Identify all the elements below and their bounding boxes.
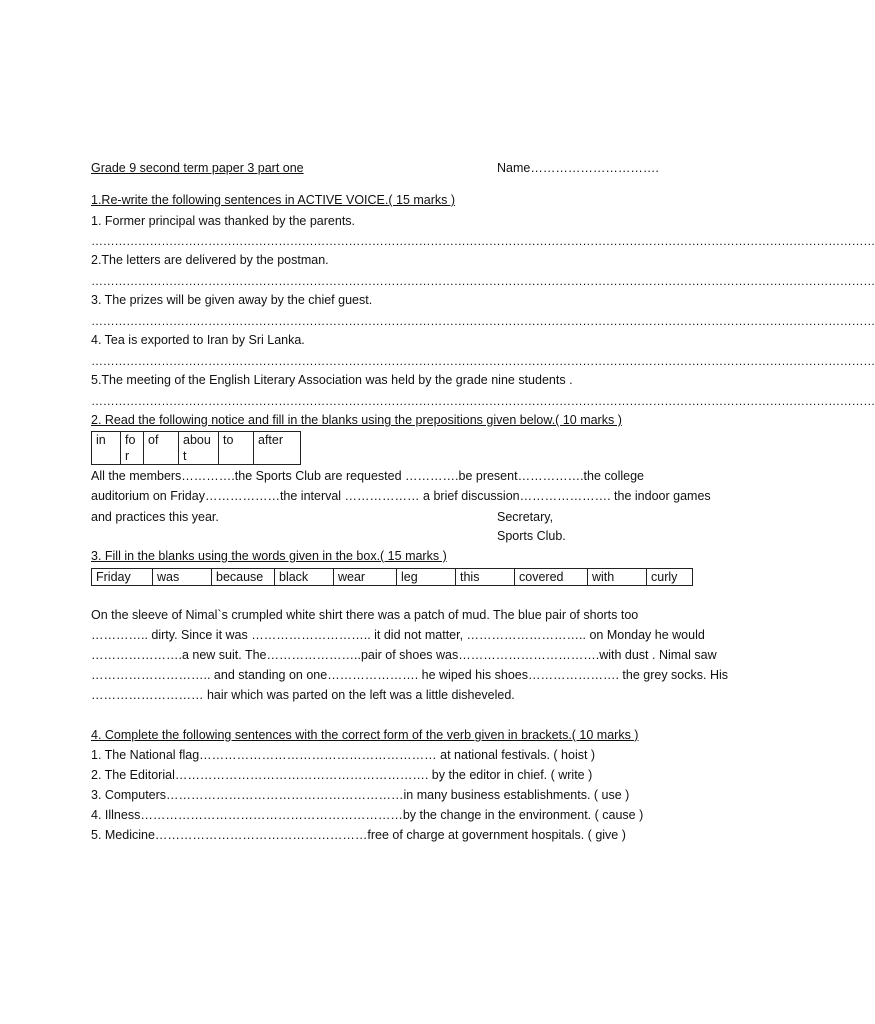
notice-signature-1: Secretary, [497, 510, 554, 524]
word-cell: curly [647, 569, 693, 586]
word-cell: after [254, 432, 301, 465]
prepositions-box [91, 431, 301, 465]
word-cell: wear [334, 569, 397, 586]
word-cell: about [179, 432, 219, 465]
passage-line-3: ………………….a new suit. The…………………..pair of shoes was…………………………….with dust . Nimal saw [91, 648, 717, 662]
s1-question-4: 4. Tea is exported to Iran by Sri Lanka. [91, 333, 305, 347]
s1-question-3: 3. The prizes will be given away by the chief guest. [91, 293, 373, 307]
name-field: Name…………………………. [497, 161, 659, 175]
s4-question-1: 1. The National flag………………………………………………… at national festivals. ( hoist ) [91, 748, 596, 762]
word-cell: Friday [92, 569, 153, 586]
word-cell: leg [397, 569, 456, 586]
s1-question-5: 5.The meeting of the English Literary Association was held by the grade nine students . [91, 373, 573, 387]
notice-line-2: auditorium on Friday………………the interval ……………… a brief discussion…………………. the indoor games [91, 489, 711, 503]
word-cell: with [588, 569, 647, 586]
answer-line: ………………………………………………………………………………………………………………………………………………………………………………… [91, 314, 875, 328]
passage-line-1: On the sleeve of Nimal`s crumpled white shirt there was a patch of mud. The blue pair of shorts too [91, 608, 639, 622]
answer-line: ………………………………………………………………………………………………………………………………………………………………………………… [91, 234, 875, 248]
passage-line-4: ……………………….. and standing on one…………………. he wiped his shoes…………………. the grey socks. His [91, 668, 729, 682]
s4-question-4: 4. Illness………………………………………………………by the change in the environment. ( cause ) [91, 808, 644, 822]
word-cell: of [144, 432, 179, 465]
word-cell: in [92, 432, 121, 465]
notice-line-3: and practices this year. [91, 510, 219, 524]
paper-title: Grade 9 second term paper 3 part one [91, 161, 304, 175]
word-cell: to [219, 432, 254, 465]
section-3-heading: 3. Fill in the blanks using the words given in the box.( 15 marks ) [91, 549, 447, 563]
word-cell: because [212, 569, 275, 586]
s1-question-1: 1. Former principal was thanked by the parents. [91, 214, 356, 228]
word-cell: was [153, 569, 212, 586]
notice-signature-2: Sports Club. [497, 529, 566, 543]
section-2-heading: 2. Read the following notice and fill in the blanks using the prepositions given below.( 10 marks ) [91, 413, 622, 427]
word-cell: for [121, 432, 144, 465]
s4-question-2: 2. The Editorial……………………………………………………. by the editor in chief. ( write ) [91, 768, 593, 782]
answer-line: ………………………………………………………………………………………………………………………………………………………………………………… [91, 274, 875, 288]
notice-line-1: All the members………….the Sports Club are requested ………….be present…………….the college [91, 469, 644, 483]
word-box [91, 568, 693, 586]
answer-line: ………………………………………………………………………………………………………………………………………………………………………………… [91, 394, 875, 408]
s4-question-3: 3. Computers…………………………………………………in many business establishments. ( use ) [91, 788, 630, 802]
word-cell: this [456, 569, 515, 586]
answer-line: ………………………………………………………………………………………………………………………………………………………………………………… [91, 354, 875, 368]
word-cell: covered [515, 569, 588, 586]
passage-line-2: ………….. dirty. Since it was ……………………….. it did not matter, ……………………….. on Monday he would [91, 628, 705, 642]
passage-line-5: ……………………… hair which was parted on the left was a little disheveled. [91, 688, 515, 702]
section-4-heading: 4. Complete the following sentences with the correct form of the verb given in brackets.( 10 marks ) [91, 728, 639, 742]
s1-question-2: 2.The letters are delivered by the postman. [91, 253, 329, 267]
section-1-heading: 1.Re-write the following sentences in ACTIVE VOICE.( 15 marks ) [91, 193, 456, 207]
word-cell: black [275, 569, 334, 586]
s4-question-5: 5. Medicine……………………………………………free of charge at government hospitals. ( give ) [91, 828, 626, 842]
